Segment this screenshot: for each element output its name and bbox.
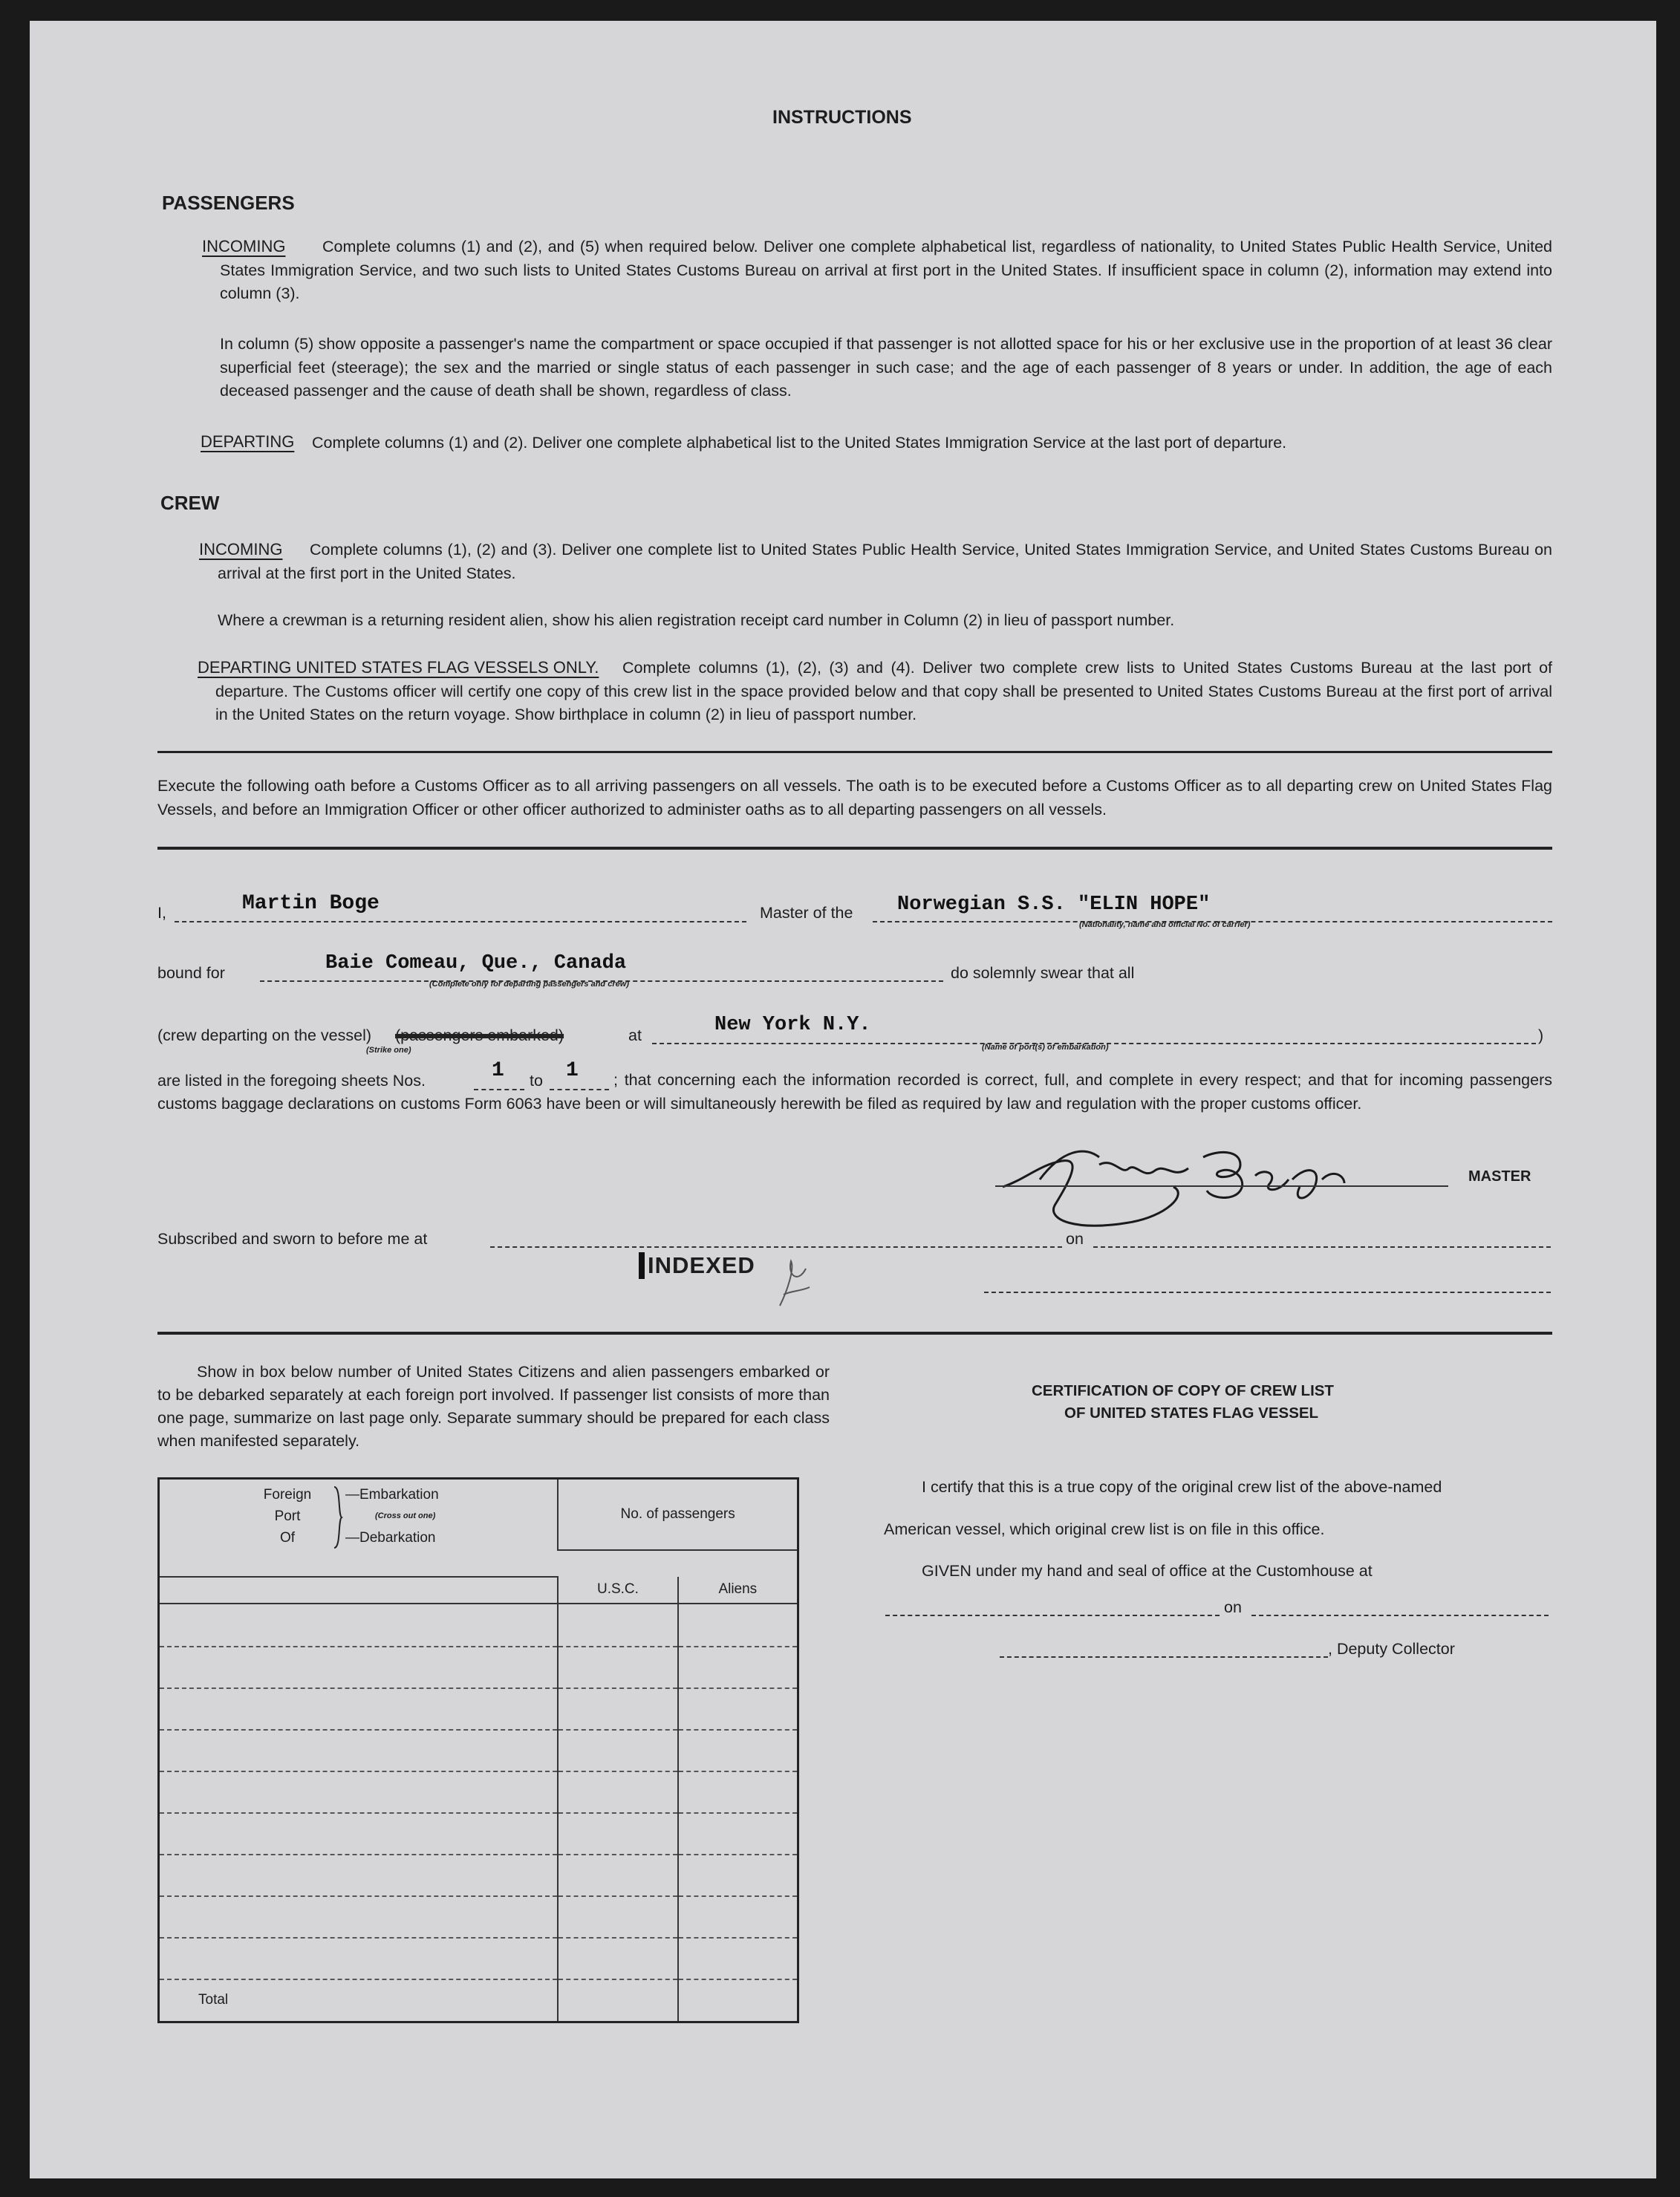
struck-option: (passengers embarked) (395, 1026, 564, 1044)
cross-out-caption: (Cross out one) (375, 1511, 436, 1520)
port-name: New York N.Y. (714, 1014, 871, 1036)
certification-heading-2: OF UNITED STATES FLAG VESSEL (1064, 1405, 1319, 1422)
bound-for-label: bound for (157, 964, 225, 982)
no-of-passengers-header: No. of passengers (558, 1479, 798, 1550)
customhouse-line (885, 1615, 1220, 1616)
certification-on-label: on (1224, 1598, 1242, 1616)
to-label: to (530, 1072, 543, 1090)
page-title: INSTRUCTIONS (772, 107, 912, 128)
vessel-name: Norwegian S.S. "ELIN HOPE" (897, 894, 1211, 916)
initials-mark (772, 1254, 817, 1313)
divider (157, 1332, 1552, 1335)
document-page (30, 21, 1656, 2178)
master-label: MASTER (1468, 1168, 1531, 1185)
of-label: Of (279, 1530, 296, 1546)
at-label: at (628, 1026, 642, 1044)
officer-signature-line (984, 1292, 1551, 1293)
signature-line (995, 1185, 1448, 1187)
debarkation-label: —Debarkation (345, 1530, 436, 1546)
swear-label: do solemnly swear that all (951, 964, 1135, 982)
sheet-from: 1 (492, 1059, 504, 1082)
table-row (159, 1647, 798, 1688)
crew-heading: CREW (160, 492, 220, 514)
oath-i-label: I, (157, 904, 166, 922)
strike-caption: (Strike one) (366, 1046, 411, 1055)
divider (157, 847, 1552, 850)
passengers-heading: PASSENGERS (162, 192, 295, 214)
subscribed-on-label: on (1066, 1230, 1084, 1248)
aliens-header: Aliens (678, 1577, 798, 1604)
passengers-incoming-label: INCOMING (202, 237, 286, 255)
subscribed-date-line (1093, 1246, 1551, 1248)
certification-line-1: I certify that this is a true copy of the original crew list of the above-named (922, 1478, 1442, 1496)
foreign-label: Foreign (263, 1487, 312, 1503)
subscribed-label: Subscribed and sworn to before me at (157, 1230, 428, 1248)
foreign-port-header (159, 1479, 559, 1577)
crew-resident-text: Where a crewman is a returning resident alien, show his alien registration receipt card number in Column (2) in lieu of passport number. (218, 611, 1175, 629)
port-label: Port (274, 1508, 301, 1524)
table-row (159, 1938, 798, 1979)
certification-date-line (1251, 1615, 1549, 1616)
divider (157, 751, 1552, 753)
listed-text: ; that concerning each the information recorded is correct, full, and complete in every respect; and that for incoming passengers customs baggage declarations on customs Form 6063 have been or will simultaneously herewith be filed as required by law and regulation with the proper customs officer. (157, 1071, 1552, 1113)
passengers-departing-label: DEPARTING (201, 432, 295, 451)
crew-incoming-text: Complete columns (1), (2) and (3). Deliver one complete list to United States Public Health Service, United States Immigration Service, and United States Customs Bureau on arrival at the first port in the United States. (218, 541, 1552, 582)
sheet-to: 1 (566, 1059, 579, 1082)
crew-incoming-label: INCOMING (199, 540, 283, 559)
table-row (159, 1688, 798, 1730)
crew-departing-text: Complete columns (1), (2), (3) and (4). Deliver two complete crew lists to United States Customs Bureau at the last port of departure. The Customs officer will certify one copy of this crew list in the space provided below and that copy shall be presented to United States Customs Bureau at the first port of arrival in the United States on the return voyage. Show birthplace in column (2) in lieu of passport number. (215, 659, 1552, 723)
certification-line-3: GIVEN under my hand and seal of office at the Customhouse at (922, 1562, 1373, 1580)
destination: Baie Comeau, Que., Canada (325, 952, 627, 974)
deputy-collector-label: , Deputy Collector (1328, 1640, 1455, 1658)
passenger-summary-table (157, 1477, 799, 2023)
total-label: Total (198, 1992, 229, 2008)
brace-icon (332, 1485, 344, 1549)
master-signature (995, 1135, 1367, 1239)
table-header-row (159, 1479, 798, 1550)
certification-heading-1: CERTIFICATION OF COPY OF CREW LIST (1032, 1382, 1334, 1399)
close-paren: ) (1538, 1026, 1544, 1044)
master-name: Martin Boge (242, 892, 380, 915)
table-row (159, 1730, 798, 1771)
master-name-line (175, 921, 746, 922)
crew-departing-label: (crew departing on the vessel) (157, 1026, 372, 1044)
summary-instructions: Show in box below number of United States Citizens and alien passengers embarked or to be debarked separately at each foreign port involved. If passenger list consists of more than one page, summarize on last page only. Separate summary should be prepared for each class when manifested separately. (157, 1363, 830, 1450)
port-caption: (Name of port(s) of embarkation) (982, 1043, 1109, 1052)
subheader-row (159, 1577, 798, 1604)
table-row (159, 1896, 798, 1938)
table-row (159, 1855, 798, 1896)
crew-departing-label: DEPARTING UNITED STATES FLAG VESSELS ONLY. (198, 658, 599, 677)
certification-line-2: American vessel, which original crew list is on file in this office. (884, 1520, 1325, 1538)
table-row (159, 1604, 798, 1647)
passengers-incoming-text: Complete columns (1) and (2), and (5) when required below. Deliver one complete alphabetical list, regardless of nationality, to United States Public Health Service, United States Immigration Service, and two such lists to United States Customs Bureau on arrival at first port in the United States. If insufficient space in column (2), information may extend into column (3). (220, 238, 1552, 302)
passengers-column5-text: In column (5) show opposite a passenger's name the compartment or space occupied if that passenger is not allotted space for his or her exclusive use in the proportion of at least 36 clear superficial feet (steerage); the sex and the married or single status of each passenger in such case; and the age of each passenger of 8 years or under. In addition, the age of each deceased passenger and the cause of death shall be shown, regardless of class. (220, 335, 1552, 400)
destination-caption: (Complete only for departing passengers and crew) (429, 980, 629, 989)
oath-instruction-text: Execute the following oath before a Customs Officer as to all arriving passengers on all vessels. The oath is to be executed before a Customs Officer as to all departing crew on United States Flag Vessels, and before an Immigration Officer or other officer authorized to administer oaths as to all departing passengers on all vessels. (157, 777, 1552, 818)
subscribed-place-line (490, 1246, 1062, 1248)
usc-header: U.S.C. (558, 1577, 677, 1604)
vessel-caption: (Nationality, name and official No. of carrier) (1079, 920, 1251, 929)
table-row (159, 1771, 798, 1813)
listed-label: are listed in the foregoing sheets Nos. (157, 1072, 426, 1090)
passengers-departing-text: Complete columns (1) and (2). Deliver one complete alphabetical list to the United States Immigration Service at the last port of departure. (312, 434, 1287, 452)
embarkation-label: —Embarkation (345, 1487, 439, 1503)
total-row (159, 1979, 798, 2022)
table-row (159, 1813, 798, 1855)
master-of-label: Master of the (760, 904, 853, 922)
deputy-collector-line (1000, 1656, 1328, 1658)
indexed-stamp: INDEXED (639, 1252, 755, 1279)
